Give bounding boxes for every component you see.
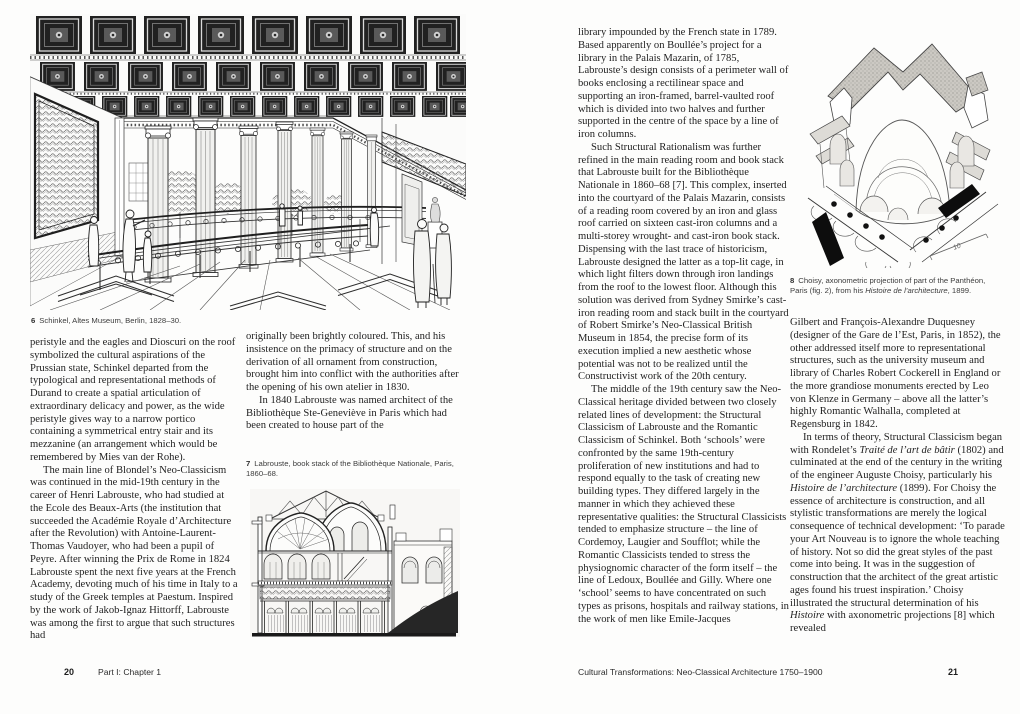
left-column-2	[246, 331, 464, 433]
paragraph: originally been brightly coloured. This, and his insistence on the primacy of structure and on the derivation of all ornament from construction, brought him into conflict with the authorities after the opening of his own atelier in 1830.	[246, 331, 459, 393]
figure8-number: 8	[790, 276, 795, 285]
figure6-caption-text: Schinkel, Altes Museum, Berlin, 1828–30.	[39, 316, 182, 325]
right-footer	[578, 667, 992, 677]
figure7-number: 7	[246, 459, 251, 468]
right-column-1	[578, 27, 789, 626]
figure6-number: 6	[31, 316, 36, 325]
figure8-caption	[790, 276, 1002, 295]
paragraph: In 1840 Labrouste was named architect of the Bibliothèque Ste-Geneviève in Paris which had been created to house part of the	[246, 394, 453, 432]
figure-altes-museum	[30, 14, 466, 310]
paragraph: Gilbert and François-Alexandre Duquesney (designer of the Gare de l’Est, Paris, in 1852), the other addressed itself more to representational structures, such as the university museum and library of Charles Robert Cockerell in England or the more grandiose monuments erected by Leo von Klenze in Germany – above all the latter’s highly Romantic Walhalla, completed at Regensburg in 1842.	[790, 317, 1001, 430]
figure-bibliotheque-section	[246, 487, 464, 649]
figure6-caption	[31, 316, 411, 326]
page-number-left: 20	[64, 667, 75, 677]
paragraph: peristyle and the eagles and Dioscuri on the roof symbolized the cultural aspirations of the Prussian state, Schinkel departed from the typological and representational methods of Durand to create a spatial articulation of extraordinary delicacy and power, as the wide peristyle gives way to a narrow portico containing a symmetrical entry stair and its mezzanine (an arrangement which would be remembered by Mies van der Rohe).	[30, 337, 236, 463]
paragraph: The middle of the 19th century saw the Neo-Classical heritage divided between two closely related lines of development: the Structural Classicism of Labrouste and the Romantic Classicism of Schinkel. Both ‘schools’ were confronted by the same 19th-century proliferation of new institutions and had to respond equally to the task of creating new building types. They differed largely in the manner in which they achieved these representative qualities: the Structural Classicists tended to emphasize structure – the line of Cordemoy, Laugier and Soufflot; while the Romantic Classicists tended to stress the physiognomic character of the form itself – the line of Ledoux, Boullée and Gilly. Where one ‘school’ seems to have concentrated on such types as prisons, hospitals and railway stations, in the work of men like Emile-Jacques	[578, 384, 789, 625]
paragraph: Such Structural Rationalism was further refined in the main reading room and book stack that Labrouste built for the Bibliothèque Nationale in 1860–68 [7]. This complex, inserted into the courtyard of the Palais Mazarin, consists of a reading room covered by an iron and glass roof carried on sixteen cast-iron columns and a multi-storey wrought- and cast-iron book stack. Dispensing with the last trace of historicism, Labrouste designed the latter as a top-lit cage, in which light filters down through iron landings from the roof to the lowest floor. Although this solution was derived from Sydney Smirke’s cast-iron reading room and stack built in the courtyard of Robert Smirke’s Neo-Classical British Museum in 1854, the precise form of its execution implied a new aesthetic whose potential was not to be realized until the Constructivist work of the 20th century.	[578, 141, 789, 383]
running-head-right: Cultural Transformations: Neo-Classical Architecture 1750–1900	[578, 667, 823, 677]
figure7-caption	[246, 459, 460, 478]
paragraph: library impounded by the French state in 1789. Based apparently on Boullée’s project for a library in the Palais Mazarin, of 1785, Labrouste’s design consists of a perimeter wall of books enclosing a rectilinear space and supporting an iron-framed, barrel-vaulted roof which is divided into two halves and further supported in the centre of the space by a line of iron columns.	[578, 27, 789, 140]
left-column-1	[30, 337, 239, 643]
left-footer	[64, 667, 161, 677]
running-head-left: Part I: Chapter 1	[98, 667, 162, 677]
choisy-axonometric-illustration	[800, 28, 1005, 268]
right-column-2	[790, 317, 1006, 636]
scale-bar	[930, 234, 988, 260]
page-number-right: 21	[948, 667, 959, 677]
figure7-caption-text: Labrouste, book stack of the Bibliothèque Nationale, Paris, 1860–68.	[246, 459, 454, 478]
scale-label: 10	[952, 242, 962, 252]
figure-choisy-axonometric	[800, 28, 1005, 268]
bibliotheque-section-illustration	[246, 487, 464, 649]
paragraph: In terms of theory, Structural Classicism began with Rondelet’s Traité de l’art de bâtir (1802) and culminated at the end of the century in the writing of the engineer Auguste Choisy, particularly his Histoire de l’architecture (1899). For Choisy the essence of architecture is construction, and all stylistic transformations are merely the logical consequence of technical development: ‘To parade your Art Nouveau is to ignore the whole teaching of history. Not so did the great styles of the past come into being. It was in the suggestion of construction that the architect of the great artistic ages found his truest inspiration.’ Choisy illustrated the structural determination of his Histoire with axonometric projections [8] which revealed	[790, 431, 1005, 634]
figure8-caption-text: Choisy, axonometric projection of part of the Panthéon, Paris (fig. 2), from his Histoire de l’architecture, 1899.	[790, 276, 986, 295]
paragraph: The main line of Blondel’s Neo-Classicism was continued in the mid-19th century in the career of Henri Labrouste, who had studied at the Ecole des Beaux-Arts (the institution that succeeded the Académie Royale d’Architecture after the Revolution) with Antoine-Laurent-Thomas Vaudoyer, who had been a pupil of Peyre. After winning the Prix de Rome in 1824 Labrouste spent the next five years at the French Academy, devoting much of his time in Italy to a study of the Greek temples at Paestum. Inspired by the work of Jakob-Ignaz Hittorff, Labrouste was among the first to argue that such structures had	[30, 464, 238, 642]
altes-museum-engraving-illustration	[30, 14, 466, 310]
